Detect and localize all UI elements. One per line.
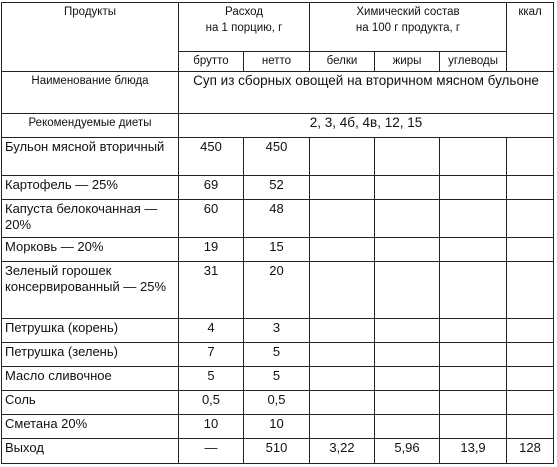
kcal-cell — [507, 238, 554, 262]
yield-row — [2, 439, 554, 464]
fats-cell — [375, 415, 440, 439]
kcal-cell — [507, 262, 554, 319]
kcal-cell — [507, 176, 554, 200]
fats-cell — [375, 343, 440, 367]
carbs-cell — [440, 367, 507, 391]
product-name: Картофель — 25% — [2, 176, 179, 200]
proteins-cell — [310, 391, 375, 415]
header-proteins: белки — [310, 52, 375, 72]
header-kcal: ккал — [507, 3, 554, 72]
dish-value: Суп из сборных овощей на вторичном мясном бульоне — [179, 72, 554, 114]
yield-gross: — — [179, 439, 244, 464]
product-name: Капуста белокочанная — 20% — [2, 200, 179, 238]
yield-net: 510 — [244, 439, 310, 464]
carbs-cell — [440, 262, 507, 319]
product-name: Петрушка (корень) — [2, 319, 179, 343]
net-value: 48 — [244, 200, 310, 238]
table-row — [2, 367, 554, 391]
fats-cell — [375, 319, 440, 343]
kcal-cell — [507, 200, 554, 238]
yield-label: Выход — [2, 439, 179, 464]
dish-row — [2, 72, 554, 114]
diets-label: Рекомендуемые диеты — [2, 114, 179, 138]
net-value: 0,5 — [244, 391, 310, 415]
carbs-cell — [440, 138, 507, 176]
header-row-1 — [2, 3, 554, 52]
table-row — [2, 343, 554, 367]
table-row — [2, 391, 554, 415]
recipe-table — [1, 2, 554, 464]
proteins-cell — [310, 138, 375, 176]
table-row — [2, 262, 554, 319]
gross-value: 0,5 — [179, 391, 244, 415]
proteins-cell — [310, 343, 375, 367]
kcal-cell — [507, 367, 554, 391]
header-net: нетто — [244, 52, 310, 72]
table-row — [2, 319, 554, 343]
product-name: Сметана 20% — [2, 415, 179, 439]
net-value: 20 — [244, 262, 310, 319]
gross-value: 60 — [179, 200, 244, 238]
table-row — [2, 200, 554, 238]
proteins-cell — [310, 367, 375, 391]
carbs-cell — [440, 415, 507, 439]
table-row — [2, 415, 554, 439]
fats-cell — [375, 367, 440, 391]
carbs-cell — [440, 238, 507, 262]
fats-cell — [375, 391, 440, 415]
gross-value: 450 — [179, 138, 244, 176]
proteins-cell — [310, 415, 375, 439]
kcal-cell — [507, 138, 554, 176]
diets-value: 2, 3, 4б, 4в, 12, 15 — [179, 114, 554, 138]
fats-cell — [375, 238, 440, 262]
header-gross: брутто — [179, 52, 244, 72]
yield-kcal: 128 — [507, 439, 554, 464]
carbs-cell — [440, 200, 507, 238]
net-value: 15 — [244, 238, 310, 262]
gross-value: 7 — [179, 343, 244, 367]
proteins-cell — [310, 319, 375, 343]
product-name: Масло сливочное — [2, 367, 179, 391]
kcal-cell — [507, 415, 554, 439]
fats-cell — [375, 200, 440, 238]
net-value: 5 — [244, 367, 310, 391]
dish-label: Наименование блюда — [2, 72, 179, 114]
gross-value: 4 — [179, 319, 244, 343]
yield-fats: 5,96 — [375, 439, 440, 464]
gross-value: 69 — [179, 176, 244, 200]
carbs-cell — [440, 391, 507, 415]
gross-value: 31 — [179, 262, 244, 319]
net-value: 52 — [244, 176, 310, 200]
net-value: 450 — [244, 138, 310, 176]
product-name: Бульон мясной вторичный — [2, 138, 179, 176]
table-row — [2, 176, 554, 200]
net-value: 3 — [244, 319, 310, 343]
gross-value: 10 — [179, 415, 244, 439]
gross-value: 5 — [179, 367, 244, 391]
proteins-cell — [310, 262, 375, 319]
header-consumption: Расход на 1 порцию, г — [179, 3, 310, 52]
header-fats: жиры — [375, 52, 440, 72]
carbs-cell — [440, 176, 507, 200]
product-name: Соль — [2, 391, 179, 415]
header-products: Продукты — [2, 3, 179, 72]
proteins-cell — [310, 238, 375, 262]
gross-value: 19 — [179, 238, 244, 262]
product-name: Петрушка (зелень) — [2, 343, 179, 367]
carbs-cell — [440, 319, 507, 343]
diets-row — [2, 114, 554, 138]
fats-cell — [375, 262, 440, 319]
net-value: 10 — [244, 415, 310, 439]
fats-cell — [375, 138, 440, 176]
yield-proteins: 3,22 — [310, 439, 375, 464]
proteins-cell — [310, 200, 375, 238]
kcal-cell — [507, 319, 554, 343]
net-value: 5 — [244, 343, 310, 367]
product-name: Морковь — 20% — [2, 238, 179, 262]
table-row — [2, 238, 554, 262]
kcal-cell — [507, 343, 554, 367]
header-carbs: углеводы — [440, 52, 507, 72]
yield-carbs: 13,9 — [440, 439, 507, 464]
kcal-cell — [507, 391, 554, 415]
product-name: Зеленый горошек консервированный — 25% — [2, 262, 179, 319]
table-row — [2, 138, 554, 176]
carbs-cell — [440, 343, 507, 367]
fats-cell — [375, 176, 440, 200]
header-composition: Химический состав на 100 г продукта, г — [310, 3, 507, 52]
proteins-cell — [310, 176, 375, 200]
